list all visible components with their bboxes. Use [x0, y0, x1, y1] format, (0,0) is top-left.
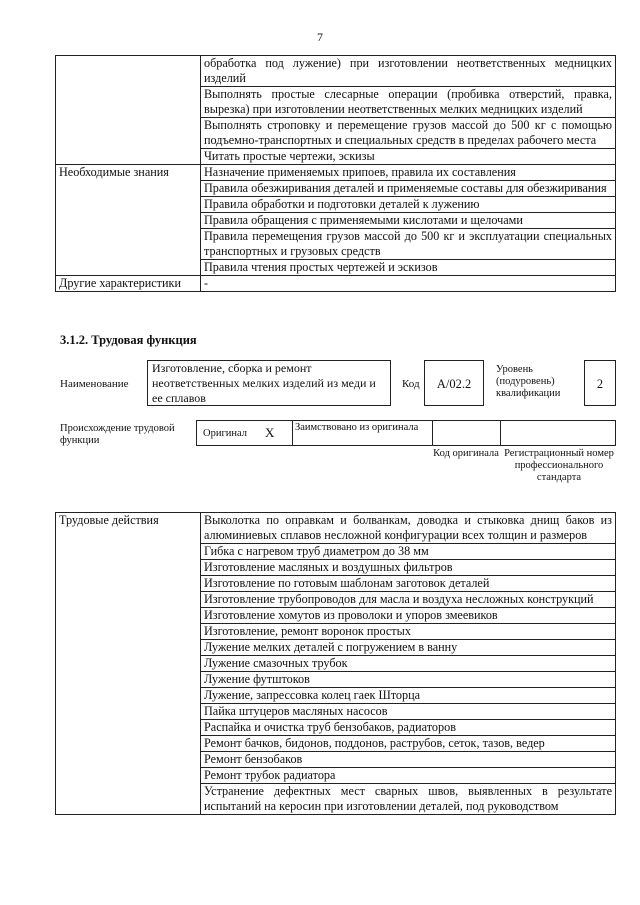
- origin-label: Происхождение трудовой функции: [60, 423, 175, 446]
- registration-number-caption: Регистрационный номер профессионального стандарта: [504, 448, 614, 483]
- function-name-value: Изготовление, сборка и ремонт неответственных мелких изделий из меди и ее сплавов: [147, 360, 391, 406]
- skills-knowledge-table: [55, 55, 616, 292]
- code-original-cell: [432, 421, 501, 445]
- table-cell: Правила обезжиривания деталей и применяемые составы для обезжиривания: [201, 181, 616, 197]
- code-label: Код: [402, 378, 420, 390]
- function-code-value: А/02.2: [424, 360, 484, 406]
- knowledge-label: Необходимые знания: [56, 165, 201, 276]
- table-cell: Изготовление масляных и воздушных фильтров: [201, 560, 616, 576]
- table-row: [56, 165, 616, 181]
- table-cell: Лужение футштоков: [201, 672, 616, 688]
- table-cell: Выполнять строповку и перемещение грузов массой до 500 кг с помощью подъемно-транспортных и специальных средств в пределах рабочего места: [201, 118, 616, 149]
- table-cell: Изготовление по готовым шаблонам заготовок деталей: [201, 576, 616, 592]
- name-label: Наименование: [60, 378, 129, 390]
- table-cell: Лужение, запрессовка колец гаек Шторца: [201, 688, 616, 704]
- table-cell: Изготовление хомутов из проволоки и упоров змеевиков: [201, 608, 616, 624]
- table-cell: Лужение смазочных трубок: [201, 656, 616, 672]
- table-cell: Распайка и очистка труб бензобаков, радиаторов: [201, 720, 616, 736]
- table-cell: Выколотка по оправкам и болванкам, доводка и стыковка днищ баков из алюминиевых сплавов несложной конфигурации всех толщин и размеров: [201, 513, 616, 544]
- qualification-level-label: Уровень (подуровень) квалификации: [496, 364, 561, 399]
- original-cell: [197, 421, 293, 445]
- labor-actions-table: [55, 512, 616, 815]
- table-cell: Устранение дефектных мест сварных швов, выявленных в результате испытаний на керосин при изготовлении деталей, под руководством: [201, 784, 616, 815]
- borrowed-label: Заимствовано из оригинала: [295, 422, 419, 433]
- table-cell: Назначение применяемых припоев, правила их составления: [201, 165, 616, 181]
- table-cell: Изготовление трубопроводов для масла и воздуха несложных конструкций: [201, 592, 616, 608]
- table-cell: Правила обращения с применяемыми кислотами и щелочами: [201, 213, 616, 229]
- table-cell: обработка под лужение) при изготовлении неответственных медницких изделий: [201, 56, 616, 87]
- section-title: 3.1.2. Трудовая функция: [60, 333, 197, 347]
- table-cell: Пайка штуцеров масляных насосов: [201, 704, 616, 720]
- table-cell: Гибка с нагревом труб диаметром до 38 мм: [201, 544, 616, 560]
- table-cell: Ремонт бензобаков: [201, 752, 616, 768]
- table-cell: Ремонт бачков, бидонов, поддонов, раструбов, сеток, тазов, ведер: [201, 736, 616, 752]
- table-row: [56, 513, 616, 544]
- origin-row: [196, 420, 616, 446]
- qualification-level-value: 2: [584, 360, 616, 406]
- table-cell: Правила чтения простых чертежей и эскизов: [201, 260, 616, 276]
- table-cell: Правила обработки и подготовки деталей к лужению: [201, 197, 616, 213]
- table-cell: Выполнять простые слесарные операции (пробивка отверстий, правка, вырезка) при изготовлении неответственных мелких медницких изделий: [201, 87, 616, 118]
- page-number: 7: [317, 30, 323, 44]
- table-row: [56, 276, 616, 292]
- table-cell: Читать простые чертежи, эскизы: [201, 149, 616, 165]
- original-mark: X: [265, 425, 275, 440]
- labor-actions-label: Трудовые действия: [56, 513, 201, 815]
- other-characteristics-label: Другие характеристики: [56, 276, 201, 292]
- table-cell: Ремонт трубок радиатора: [201, 768, 616, 784]
- table-cell: Лужение мелких деталей с погружением в ванну: [201, 640, 616, 656]
- empty-label-cell: [56, 56, 201, 165]
- other-characteristics-value: -: [201, 276, 616, 292]
- code-original-caption: Код оригинала: [433, 448, 499, 459]
- table-cell: Изготовление, ремонт воронок простых: [201, 624, 616, 640]
- original-label: Оригинал: [203, 428, 247, 439]
- table-cell: Правила перемещения грузов массой до 500 кг и эксплуатации специальных транспортных и грузовых средств: [201, 229, 616, 260]
- table-row: [56, 56, 616, 87]
